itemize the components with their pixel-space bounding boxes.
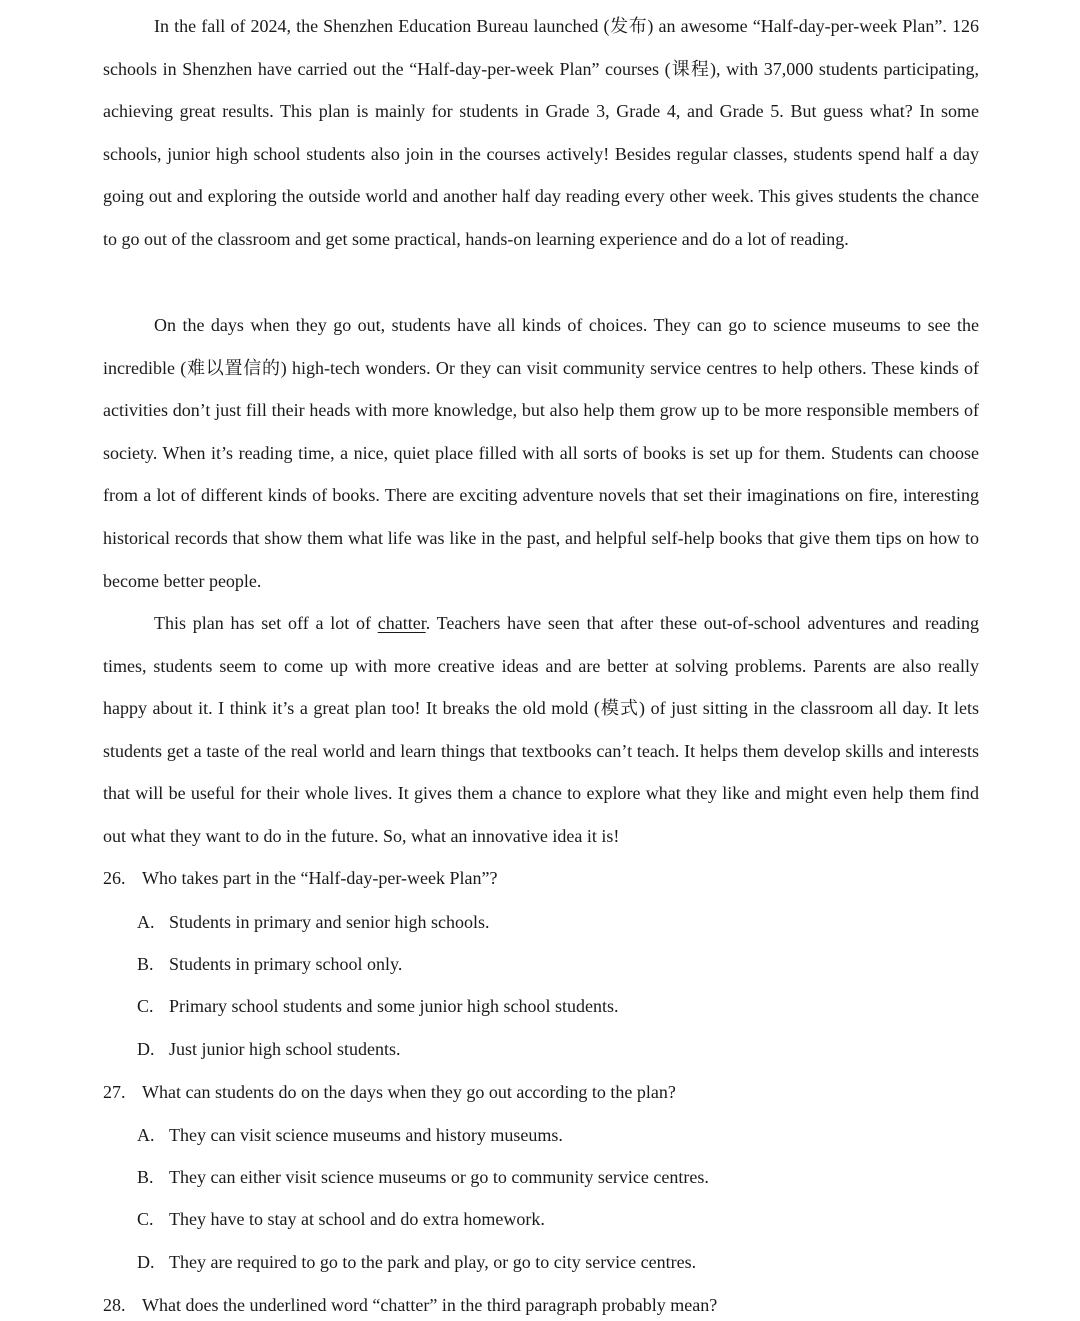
question-number: 28. xyxy=(103,1295,126,1315)
option-letter: B. xyxy=(137,954,154,974)
option-text: They can visit science museums and history museums. xyxy=(169,1125,563,1145)
question-27-option-c[interactable] xyxy=(137,1207,977,1231)
option-letter: A. xyxy=(137,912,155,932)
option-letter: C. xyxy=(137,996,154,1016)
passage-paragraph-2-text: On the days when they go out, students have all kinds of choices. They can go to science museums to see the incredible (难以置信的) high-tech wonders. Or they can visit community service centres to help others. These kinds of activities don’t just fill their heads with more knowledge, but also help them grow up to be more responsible members of society. When it’s reading time, a nice, quiet place filled with all sorts of books is set up for them. Students can choose from a lot of different kinds of books. There are exciting adventure novels that set their imaginations on fire, interesting historical records that show them what life was like in the past, and helpful self-help books that give them tips on how to become better people. xyxy=(103,315,979,591)
question-26-option-d[interactable] xyxy=(137,1037,977,1061)
option-letter: B. xyxy=(137,1167,154,1187)
question-27-option-a[interactable] xyxy=(137,1123,977,1147)
passage-paragraph-3 xyxy=(103,602,979,858)
option-text: Primary school students and some junior high school students. xyxy=(169,996,619,1016)
question-28 xyxy=(103,1293,979,1317)
question-26 xyxy=(103,866,979,890)
question-text: Who takes part in the “Half-day-per-week Plan”? xyxy=(142,868,498,888)
option-text: Just junior high school students. xyxy=(169,1039,401,1059)
option-text: Students in primary and senior high schools. xyxy=(169,912,490,932)
option-letter: C. xyxy=(137,1209,154,1229)
question-26-option-c[interactable] xyxy=(137,994,977,1018)
question-text: What can students do on the days when they go out according to the plan? xyxy=(142,1082,676,1102)
passage-paragraph-3-text-end: . Teachers have seen that after these out-of-school adventures and reading times, students seem to come up with more creative ideas and are better at solving problems. Parents are also really happy about it. I think it’s a great plan too! It breaks the old mold (模式) of just sitting in the classroom all day. It lets students get a taste of the real world and learn things that textbooks can’t teach. It helps them develop skills and interests that will be useful for their whole lives. It gives them a chance to explore what they like and might even help them find out what they want to do in the future. So, what an innovative idea it is! xyxy=(103,613,979,846)
option-text: They can either visit science museums or go to community service centres. xyxy=(169,1167,709,1187)
option-text: Students in primary school only. xyxy=(169,954,403,974)
question-27-option-b[interactable] xyxy=(137,1165,977,1189)
question-26-option-b[interactable] xyxy=(137,952,977,976)
option-text: They are required to go to the park and play, or go to city service centres. xyxy=(169,1252,697,1272)
option-letter: D. xyxy=(137,1252,155,1272)
question-26-option-a[interactable] xyxy=(137,910,977,934)
question-number: 27. xyxy=(103,1082,126,1102)
option-letter: D. xyxy=(137,1039,155,1059)
option-letter: A. xyxy=(137,1125,155,1145)
passage-paragraph-1 xyxy=(103,5,979,261)
passage-paragraph-2 xyxy=(103,304,979,602)
question-27-option-d[interactable] xyxy=(137,1250,977,1274)
question-number: 26. xyxy=(103,868,126,888)
question-text: What does the underlined word “chatter” in the third paragraph probably mean? xyxy=(142,1295,718,1315)
option-text: They have to stay at school and do extra homework. xyxy=(169,1209,545,1229)
passage-paragraph-3-text-start: This plan has set off a lot of xyxy=(154,613,378,633)
question-27 xyxy=(103,1080,979,1104)
passage-paragraph-1-text: In the fall of 2024, the Shenzhen Education Bureau launched (发布) an awesome “Half-day-per-week Plan”. 126 schools in Shenzhen have carried out the “Half-day-per-week Plan” courses (课程), with 37,000 students participating, achieving great results. This plan is mainly for students in Grade 3, Grade 4, and Grade 5. But guess what? In some schools, junior high school students also join in the courses actively! Besides regular classes, students spend half a day going out and exploring the outside world and another half day reading every other week. This gives students the chance to go out of the classroom and get some practical, hands-on learning experience and do a lot of reading. xyxy=(103,16,979,249)
underlined-word-chatter: chatter xyxy=(377,613,426,633)
